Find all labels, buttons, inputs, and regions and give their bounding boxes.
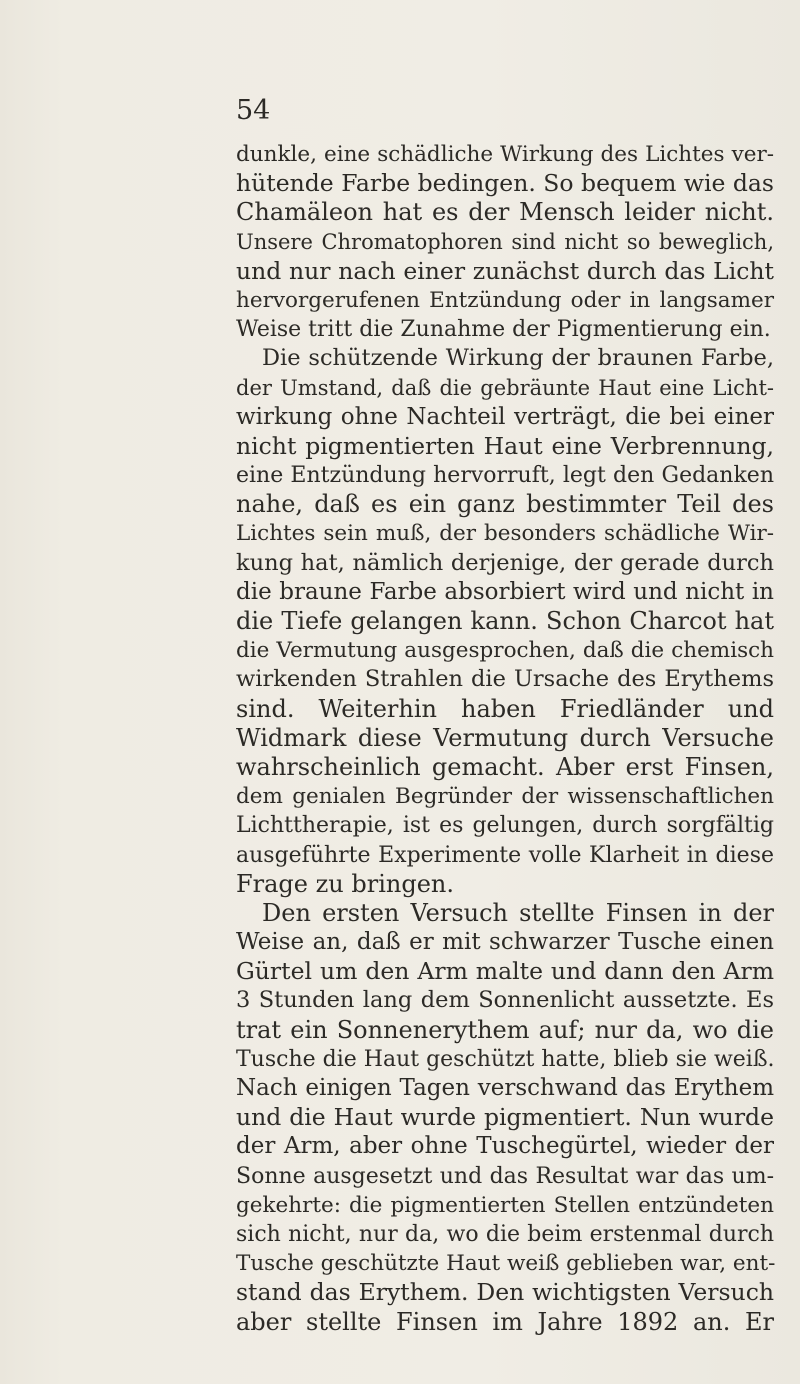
text-line: die Tiefe gelangen kann. Schon Charcot hat [236,607,774,635]
text-line: sich nicht, nur da, wo die beim erstenmal durch [236,1221,774,1247]
text-line: trat ein Sonnenerythem auf; nur da, wo die [236,1015,774,1044]
text-line: Den ersten Versuch stellte Finsen in der [262,898,774,927]
text-line: wirkenden Strahlen die Ursache des Erythems [236,666,774,693]
text-line: stand das Erythem. Den wichtigsten Versuch [236,1278,774,1307]
body-text [236,140,774,1337]
text-line: eine Entzündung hervorruft, legt den Gedanken [236,463,774,489]
text-line: und die Haut wurde pigmentiert. Nun wurde [236,1103,774,1132]
text-line: wirkung ohne Nachteil verträgt, die bei einer [236,403,774,430]
text-line: Nach einigen Tagen verschwand das Erythem [236,1075,774,1101]
text-line: gekehrte: die pigmentierten Stellen entzündeten [236,1192,774,1218]
text-line: und nur nach einer zunächst durch das Licht [236,256,774,285]
text-line: die Vermutung ausgesprochen, daß die chemisch [236,638,774,664]
text-line: hervorgerufenen Entzündung oder in langsamer [236,287,774,313]
text-line: Widmark diese Vermutung durch Versuche [236,723,774,752]
text-line: kung hat, nämlich derjenige, der gerade durch [236,549,774,576]
text-line: der Umstand, daß die gebräunte Haut eine Licht- [236,375,774,400]
text-line: Weise an, daß er mit schwarzer Tusche einen [236,929,774,956]
text-line: Tusche geschützte Haut weiß geblieben war, ent- [236,1251,776,1277]
text-line: der Arm, aber ohne Tuschegürtel, wieder der [236,1133,774,1160]
text-line: die braune Farbe absorbiert wird und nicht in [236,578,774,605]
text-line: Chamäleon hat es der Mensch leider nicht. [236,198,774,227]
text-line: nicht pigmentierten Haut eine Verbrennung, [236,431,774,460]
text-line: Lichtes sein muß, der besonders schädliche Wir- [236,521,774,547]
text-line: ausgeführte Experimente volle Klarheit in diese [236,842,774,868]
text-line: nahe, daß es ein ganz bestimmter Teil des [236,490,774,519]
text-line: dunkle, eine schädliche Wirkung des Lichtes ver- [236,142,774,167]
page-number: 54 [236,95,271,126]
text-line: aber stellte Finsen im Jahre 1892 an. Er [236,1307,774,1336]
text-line: Gürtel um den Arm malte und dann den Arm [236,957,774,986]
text-line: Frage zu bringen. [236,869,454,898]
text-line: dem genialen Begründer der wissenschaftlichen [236,784,774,810]
text-line: Weise tritt die Zunahme der Pigmentierung ein. [236,317,771,343]
text-line: sind. Weiterhin haben Friedländer und [236,694,774,723]
text-line: Tusche die Haut geschützt hatte, blieb sie weiß. [236,1046,775,1072]
text-line: Die schützende Wirkung der braunen Farbe, [262,345,774,372]
text-line: hütende Farbe bedingen. So bequem wie das [236,169,774,198]
text-line: 3 Stunden lang dem Sonnenlicht aussetzte. Es [236,987,774,1014]
text-line: wahrscheinlich gemacht. Aber erst Finsen, [236,752,774,781]
text-line: Sonne ausgesetzt und das Resultat war das um- [236,1163,774,1189]
text-line: Lichttherapie, ist es gelungen, durch sorgfältig [236,813,774,839]
text-line: Unsere Chromatophoren sind nicht so beweglich, [236,229,774,254]
